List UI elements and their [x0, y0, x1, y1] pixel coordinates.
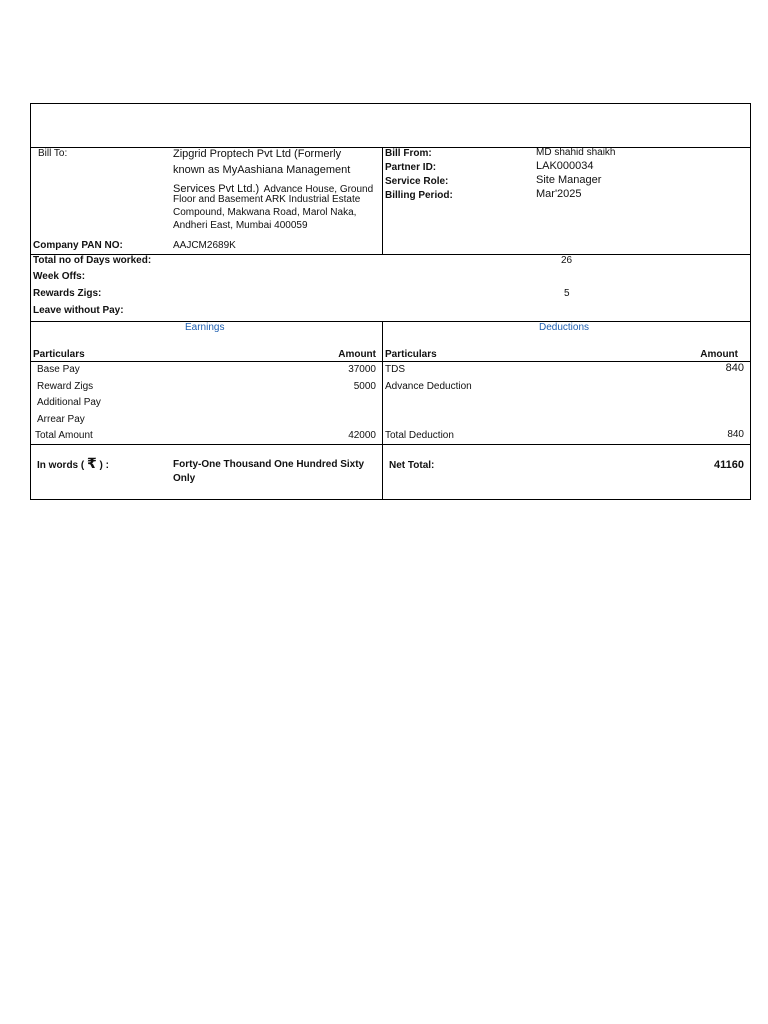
bill-to-name-line1: Zipgrid Proptech Pvt Ltd (Formerly — [173, 148, 342, 160]
earnings-row-label: Reward Zigs — [37, 381, 94, 392]
partner-id-label: Partner ID: — [385, 162, 437, 173]
deductions-row-label: TDS — [385, 364, 405, 375]
in-words-label-start: In words ( — [37, 460, 85, 471]
bill-to-addr-line3: Advance House, Ground — [263, 184, 374, 195]
rule-totals — [31, 444, 750, 445]
rewards-zigs-value: 5 — [564, 288, 570, 299]
deductions-row-amount: 840 — [725, 362, 744, 374]
earnings-row-label: Arrear Pay — [37, 414, 85, 425]
payslip-sheet — [30, 103, 751, 500]
service-role-label: Service Role: — [385, 176, 449, 187]
earnings-row-label: Base Pay — [37, 364, 80, 375]
in-words-line2: Only — [173, 473, 196, 484]
rule-colheaders — [31, 361, 750, 362]
bill-to-name-line3: Services Pvt Ltd.) — [173, 183, 260, 195]
bill-to-label: Bill To: — [38, 148, 68, 159]
service-role-value: Site Manager — [536, 174, 602, 186]
days-worked-value: 26 — [561, 255, 573, 266]
billing-period-label: Billing Period: — [385, 190, 453, 201]
earnings-col-amount: Amount — [338, 349, 376, 360]
bill-to-name-line2: known as MyAashiana Management — [173, 164, 351, 176]
deductions-total-value: 840 — [727, 429, 744, 440]
deductions-total-label: Total Deduction — [385, 430, 454, 441]
in-words-label — [37, 456, 109, 472]
bill-to-addr-line4: Floor and Basement ARK Industrial Estate — [173, 194, 361, 205]
earnings-row-amount: 37000 — [348, 364, 376, 375]
net-total-label: Net Total: — [389, 460, 435, 471]
company-pan-label: Company PAN NO: — [33, 240, 123, 251]
partner-id-value: LAK000034 — [536, 160, 594, 172]
bill-to-addr-line6: Andheri East, Mumbai 400059 — [173, 220, 308, 231]
deductions-row-label: Advance Deduction — [385, 381, 472, 392]
days-worked-label: Total no of Days worked: — [33, 255, 152, 266]
rule-mid-divider — [382, 321, 383, 499]
earnings-row-label: Additional Pay — [37, 397, 101, 408]
bill-from-label: Bill From: — [385, 148, 432, 159]
net-total-value: 41160 — [714, 459, 744, 471]
rule-billto-divider — [382, 147, 383, 254]
earnings-row-amount: 5000 — [353, 381, 376, 392]
week-offs-label: Week Offs: — [33, 271, 86, 282]
earnings-total-value: 42000 — [348, 430, 376, 441]
rewards-zigs-label: Rewards Zigs: — [33, 288, 102, 299]
in-words-label-end: ) : — [99, 460, 109, 471]
deductions-col-particulars: Particulars — [385, 349, 437, 360]
earnings-total-label: Total Amount — [35, 430, 93, 441]
earnings-col-particulars: Particulars — [33, 349, 85, 360]
earnings-title: Earnings — [185, 322, 225, 333]
bill-from-value: MD shahid shaikh — [536, 147, 616, 158]
deductions-title: Deductions — [539, 322, 590, 333]
company-pan-value: AAJCM2689K — [173, 240, 236, 251]
rule-attendance — [31, 321, 750, 322]
deductions-col-amount: Amount — [700, 349, 738, 360]
bill-to-addr-line5: Compound, Makwana Road, Marol Naka, — [173, 207, 357, 218]
rupee-symbol: ₹ — [87, 456, 97, 472]
leave-without-pay-label: Leave without Pay: — [33, 305, 124, 316]
billing-period-value: Mar'2025 — [536, 188, 582, 200]
in-words-line1: Forty-One Thousand One Hundred Sixty — [173, 459, 365, 470]
